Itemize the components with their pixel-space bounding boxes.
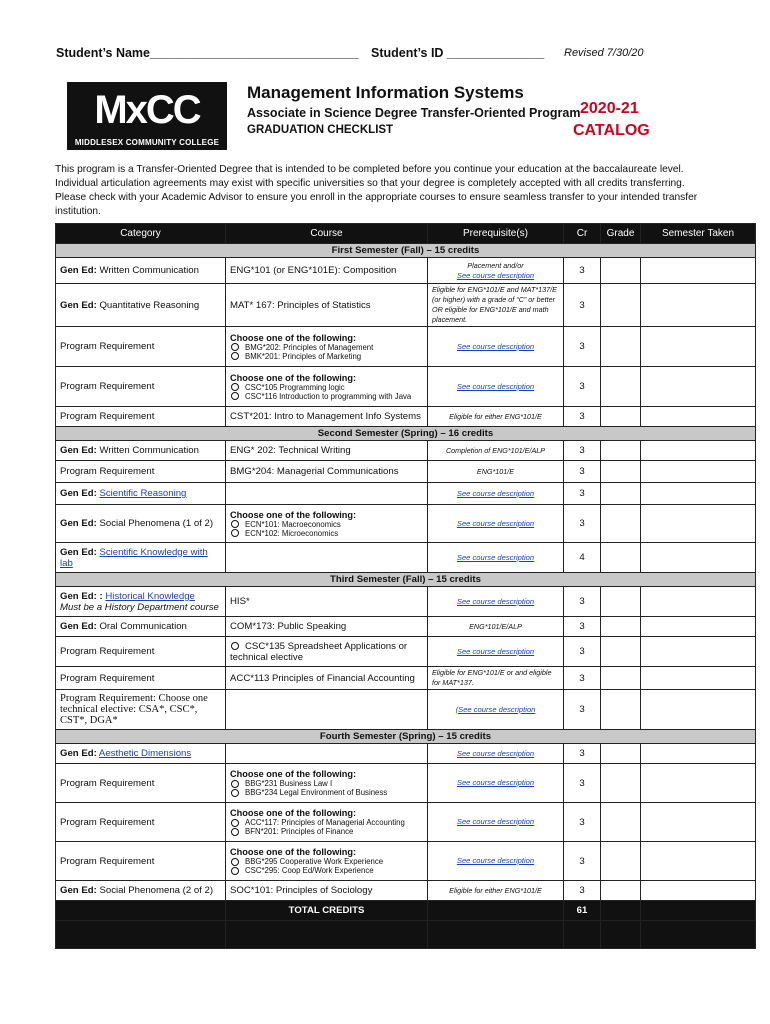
total-blank-cell bbox=[641, 901, 756, 921]
grade-cell[interactable] bbox=[601, 617, 641, 637]
radio-circle-icon[interactable] bbox=[231, 819, 239, 827]
prereq-cell: Eligible for ENG*101/E or and eligible for MAT*137. bbox=[428, 667, 564, 690]
footer-blank-cell bbox=[601, 921, 641, 949]
option-label: CSC*105 Programming logic bbox=[245, 382, 345, 392]
course-option[interactable] bbox=[230, 818, 423, 827]
prereq-cell: ENG*101/E bbox=[428, 461, 564, 483]
col-credits: Cr bbox=[564, 224, 601, 244]
table-row bbox=[56, 407, 756, 427]
credits-cell: 3 bbox=[564, 637, 601, 667]
course-option[interactable] bbox=[230, 343, 423, 352]
choose-one-label: Choose one of the following: bbox=[230, 332, 357, 343]
see-course-description-link[interactable]: See course description bbox=[456, 596, 535, 606]
grade-cell[interactable] bbox=[601, 667, 641, 690]
semester-taken-cell[interactable] bbox=[641, 803, 756, 842]
credits-cell: 3 bbox=[564, 617, 601, 637]
category-text: Social Phenomena (2 of 2) bbox=[99, 885, 214, 896]
grade-cell[interactable] bbox=[601, 461, 641, 483]
course-cell: ACC*113 Principles of Financial Accounting bbox=[226, 667, 428, 690]
radio-circle-icon[interactable] bbox=[231, 352, 239, 360]
see-course-description-link[interactable]: See course description bbox=[456, 270, 535, 280]
credits-cell: 3 bbox=[564, 690, 601, 730]
radio-circle-icon[interactable] bbox=[231, 343, 239, 351]
semester-taken-cell[interactable] bbox=[641, 505, 756, 543]
student-id-field[interactable]: Student’s ID ______________ bbox=[371, 46, 545, 60]
option-label: ECN*102: Microeconomics bbox=[245, 528, 339, 538]
grade-cell[interactable] bbox=[601, 284, 641, 327]
semester-taken-cell[interactable] bbox=[641, 461, 756, 483]
revised-date: Revised 7/30/20 bbox=[564, 47, 644, 59]
semester-taken-cell[interactable] bbox=[641, 543, 756, 573]
credits-cell: 3 bbox=[564, 842, 601, 881]
table-row bbox=[56, 803, 756, 842]
course-option-icon[interactable] bbox=[230, 642, 245, 651]
category-cell: Program Requirement bbox=[56, 327, 226, 367]
table-row bbox=[56, 667, 756, 690]
prereq-cell bbox=[428, 543, 564, 573]
semester-title: Third Semester (Fall) – 15 credits bbox=[56, 573, 756, 587]
course-cell bbox=[226, 842, 428, 881]
gen-ed-label: Gen Ed: bbox=[60, 445, 97, 456]
semester-taken-cell[interactable] bbox=[641, 744, 756, 764]
grade-cell[interactable] bbox=[601, 483, 641, 505]
course-cell bbox=[226, 690, 428, 730]
category-cell: Program Requirement bbox=[56, 667, 226, 690]
course-cell: ENG* 202: Technical Writing bbox=[226, 441, 428, 461]
semester-title: Second Semester (Spring) – 16 credits bbox=[56, 427, 756, 441]
grade-cell[interactable] bbox=[601, 327, 641, 367]
course-option[interactable] bbox=[230, 779, 423, 788]
semester-taken-cell[interactable] bbox=[641, 667, 756, 690]
option-label: CSC*295: Coop Ed/Work Experience bbox=[245, 866, 374, 875]
semester-taken-cell[interactable] bbox=[641, 441, 756, 461]
credits-cell: 3 bbox=[564, 461, 601, 483]
footer-blank-cell bbox=[428, 921, 564, 949]
graduation-checklist-table bbox=[55, 223, 756, 949]
prereq-cell bbox=[428, 764, 564, 803]
choose-one-label: Choose one of the following: bbox=[230, 808, 357, 818]
footer-blank-cell bbox=[641, 921, 756, 949]
grade-cell[interactable] bbox=[601, 367, 641, 407]
logo-mark: MxCC bbox=[94, 88, 200, 132]
gen-ed-label: Gen Ed: bbox=[60, 885, 97, 896]
category-cell bbox=[56, 505, 226, 543]
course-cell bbox=[226, 764, 428, 803]
col-category: Category bbox=[56, 224, 226, 244]
category-text: Quantitative Reasoning bbox=[99, 299, 200, 311]
table-row bbox=[56, 637, 756, 667]
category-cell: Program Requirement bbox=[56, 764, 226, 803]
category-cell bbox=[56, 881, 226, 901]
category-cell bbox=[56, 483, 226, 505]
credits-cell: 3 bbox=[564, 744, 601, 764]
total-blank-cell bbox=[428, 901, 564, 921]
prereq-cell: Eligible for either ENG*101/E bbox=[428, 881, 564, 901]
see-course-description-link[interactable]: See course description bbox=[456, 552, 535, 562]
prereq-cell bbox=[428, 803, 564, 842]
prereq-text: Placement and/or bbox=[467, 260, 524, 270]
semester-taken-cell[interactable] bbox=[641, 284, 756, 327]
prereq-cell bbox=[428, 690, 564, 730]
course-option[interactable] bbox=[230, 827, 423, 836]
table-row bbox=[56, 483, 756, 505]
radio-circle-icon[interactable] bbox=[231, 789, 239, 797]
category-link[interactable]: Aesthetic Dimensions bbox=[98, 748, 192, 759]
option-label: CSC*116 Introduction to programming with Java bbox=[245, 391, 412, 401]
see-course-description-link[interactable]: (See course description bbox=[455, 704, 536, 714]
credits-cell: 3 bbox=[564, 764, 601, 803]
semester-taken-cell[interactable] bbox=[641, 637, 756, 667]
credits-cell: 3 bbox=[564, 803, 601, 842]
semester-title: First Semester (Fall) – 15 credits bbox=[56, 244, 756, 258]
table-row bbox=[56, 441, 756, 461]
grade-cell[interactable] bbox=[601, 407, 641, 427]
semester-taken-cell[interactable] bbox=[641, 327, 756, 367]
table-row bbox=[56, 690, 756, 730]
table-row bbox=[56, 881, 756, 901]
table-row bbox=[56, 587, 756, 617]
see-course-description-link[interactable]: See course description bbox=[456, 488, 535, 498]
grade-cell[interactable] bbox=[601, 690, 641, 730]
credits-cell: 3 bbox=[564, 407, 601, 427]
prereq-cell bbox=[428, 744, 564, 764]
col-prerequisites: Prerequisite(s) bbox=[428, 224, 564, 244]
credits-cell: 4 bbox=[564, 543, 601, 573]
radio-circle-icon[interactable] bbox=[231, 392, 239, 400]
course-cell bbox=[226, 803, 428, 842]
category-link[interactable]: Scientific Reasoning bbox=[99, 488, 187, 499]
radio-circle-icon[interactable] bbox=[231, 520, 239, 528]
gen-ed-label: Gen Ed: bbox=[60, 265, 97, 276]
category-cell: Program Requirement bbox=[56, 637, 226, 667]
course-option[interactable] bbox=[230, 383, 423, 392]
semester-header bbox=[56, 730, 756, 744]
category-text: Written Communication bbox=[99, 445, 199, 456]
semester-taken-cell[interactable] bbox=[641, 690, 756, 730]
prereq-cell: Eligible for ENG*101/E and MAT*137/E (or higher) with a grade of “C” or better OR eligible for ENG*101/E and math placement. bbox=[428, 284, 564, 327]
course-cell bbox=[226, 637, 428, 667]
col-course: Course bbox=[226, 224, 428, 244]
grade-cell[interactable] bbox=[601, 842, 641, 881]
course-cell: BMG*204: Managerial Communications bbox=[226, 461, 428, 483]
table-row bbox=[56, 617, 756, 637]
course-cell: ENG*101 (or ENG*101E): Composition bbox=[226, 258, 428, 284]
grade-cell[interactable] bbox=[601, 505, 641, 543]
gen-ed-label: Gen Ed: bbox=[60, 518, 97, 529]
table-row bbox=[56, 284, 756, 327]
course-option[interactable] bbox=[230, 392, 423, 401]
page-title: Management Information Systems bbox=[247, 83, 524, 102]
total-credits-value: 61 bbox=[564, 901, 601, 921]
semester-taken-cell[interactable] bbox=[641, 258, 756, 284]
prereq-cell bbox=[428, 367, 564, 407]
see-course-description-link[interactable]: See course description bbox=[456, 778, 535, 787]
category-cell: Program Requirement bbox=[56, 407, 226, 427]
course-option[interactable] bbox=[230, 788, 423, 797]
footer-blank-cell bbox=[564, 921, 601, 949]
course-cell bbox=[226, 483, 428, 505]
credits-cell: 3 bbox=[564, 667, 601, 690]
prereq-cell bbox=[428, 587, 564, 617]
gen-ed-label: Gen Ed: bbox=[60, 748, 97, 759]
checklist-label: GRADUATION CHECKLIST bbox=[247, 124, 394, 136]
prereq-cell bbox=[428, 637, 564, 667]
catalog-year: 2020-21 bbox=[580, 100, 639, 117]
course-cell bbox=[226, 367, 428, 407]
intro-paragraph: This program is a Transfer-Oriented Degree that is intended to be completed before you continue your education at the baccalaureate level. Individual articulation agreements may exist with specific universities so that your degree is completely accepted with all credits transferring. Please check with your Academic Advisor to ensure you enroll in the appropriate courses to ensure seamless transfer to your intended transfer institution. bbox=[55, 164, 698, 217]
total-blank-cell bbox=[601, 901, 641, 921]
grade-cell[interactable] bbox=[601, 587, 641, 617]
credits-cell: 3 bbox=[564, 441, 601, 461]
table-row bbox=[56, 461, 756, 483]
gen-ed-label: Gen Ed: bbox=[60, 546, 97, 558]
grade-cell[interactable] bbox=[601, 764, 641, 803]
total-blank-cell bbox=[56, 901, 226, 921]
prereq-cell: Completion of ENG*101/E/ALP bbox=[428, 441, 564, 461]
col-grade: Grade bbox=[601, 224, 641, 244]
radio-circle-icon[interactable] bbox=[231, 858, 239, 866]
prereq-cell bbox=[428, 327, 564, 367]
category-link[interactable]: Historical Knowledge bbox=[105, 590, 195, 602]
option-label: BMG*202: Principles of Management bbox=[245, 342, 374, 352]
course-cell bbox=[226, 543, 428, 573]
footer-blank-row bbox=[56, 921, 756, 949]
table-row bbox=[56, 367, 756, 407]
see-course-description-link[interactable]: See course description bbox=[456, 518, 535, 528]
semester-taken-cell[interactable] bbox=[641, 764, 756, 803]
credits-cell: 3 bbox=[564, 258, 601, 284]
catalog-label: CATALOG bbox=[573, 122, 650, 139]
table-row bbox=[56, 543, 756, 573]
course-option[interactable] bbox=[230, 866, 423, 875]
category-cell bbox=[56, 744, 226, 764]
radio-circle-icon[interactable] bbox=[231, 529, 239, 537]
choose-one-label: Choose one of the following: bbox=[230, 372, 357, 383]
see-course-description-link[interactable]: See course description bbox=[456, 381, 535, 391]
category-cell: Program Requirement bbox=[56, 367, 226, 407]
category-cell bbox=[56, 441, 226, 461]
option-label: BMK*201: Principles of Marketing bbox=[245, 351, 362, 361]
option-label: BBG*231 Business Law I bbox=[245, 779, 333, 788]
semester-taken-cell[interactable] bbox=[641, 407, 756, 427]
see-course-description-link[interactable]: See course description bbox=[456, 817, 535, 826]
option-label: BBG*234 Legal Environment of Business bbox=[245, 788, 388, 797]
course-cell: MAT* 167: Principles of Statistics bbox=[226, 284, 428, 327]
course-cell: SOC*101: Principles of Sociology bbox=[226, 881, 428, 901]
grade-cell[interactable] bbox=[601, 637, 641, 667]
prereq-cell bbox=[428, 842, 564, 881]
course-cell bbox=[226, 744, 428, 764]
gen-ed-label: Gen Ed: : bbox=[60, 590, 103, 602]
credits-cell: 3 bbox=[564, 505, 601, 543]
credits-cell: 3 bbox=[564, 284, 601, 327]
semester-title: Fourth Semester (Spring) – 15 credits bbox=[56, 730, 756, 744]
prereq-cell: ENG*101/E/ALP bbox=[428, 617, 564, 637]
course-cell: COM*173: Public Speaking bbox=[226, 617, 428, 637]
category-link[interactable]: Scientific Knowledge with lab bbox=[60, 546, 208, 569]
choose-one-label: Choose one of the following: bbox=[230, 509, 357, 520]
radio-circle-icon[interactable] bbox=[231, 828, 239, 836]
option-label: ACC*117: Principles of Managerial Accounting bbox=[245, 818, 405, 827]
radio-circle-icon[interactable] bbox=[231, 780, 239, 788]
choose-one-label: Choose one of the following: bbox=[230, 769, 357, 779]
grade-cell[interactable] bbox=[601, 258, 641, 284]
semester-header bbox=[56, 244, 756, 258]
credits-cell: 3 bbox=[564, 483, 601, 505]
total-credits-label: TOTAL CREDITS bbox=[226, 901, 428, 921]
gen-ed-label: Gen Ed: bbox=[60, 488, 97, 499]
prereq-cell bbox=[428, 505, 564, 543]
logo-college-name: MIDDLESEX COMMUNITY COLLEGE bbox=[74, 138, 220, 147]
radio-circle-icon[interactable] bbox=[231, 383, 239, 391]
college-logo bbox=[67, 82, 227, 150]
course-option[interactable] bbox=[230, 529, 423, 538]
category-cell: Program Requirement bbox=[56, 842, 226, 881]
see-course-description-link[interactable]: See course description bbox=[456, 856, 535, 865]
semester-taken-cell[interactable] bbox=[641, 367, 756, 407]
course-cell: CST*201: Intro to Management Info Systems bbox=[226, 407, 428, 427]
course-cell bbox=[226, 327, 428, 367]
choose-one-label: Choose one of the following: bbox=[230, 847, 357, 857]
gen-ed-label: Gen Ed: bbox=[60, 621, 97, 632]
option-label: BFN*201: Principles of Finance bbox=[245, 827, 354, 836]
student-name-field[interactable]: Student’s Name______________________________ bbox=[56, 46, 359, 60]
category-text: Social Phenomena (1 of 2) bbox=[99, 518, 214, 529]
radio-circle-icon[interactable] bbox=[231, 642, 239, 650]
prereq-cell bbox=[428, 258, 564, 284]
col-semester-taken: Semester Taken bbox=[641, 224, 756, 244]
table-row bbox=[56, 744, 756, 764]
course-cell bbox=[226, 505, 428, 543]
footer-blank-cell bbox=[226, 921, 428, 949]
gen-ed-label: Gen Ed: bbox=[60, 299, 97, 311]
credits-cell: 3 bbox=[564, 327, 601, 367]
course-text: CSC*135 Spreadsheet Applications or technical elective bbox=[230, 640, 408, 663]
table-row bbox=[56, 842, 756, 881]
table-header-row bbox=[56, 224, 756, 244]
table-row bbox=[56, 327, 756, 367]
grade-cell[interactable] bbox=[601, 543, 641, 573]
semester-header bbox=[56, 427, 756, 441]
credits-cell: 3 bbox=[564, 881, 601, 901]
radio-circle-icon[interactable] bbox=[231, 867, 239, 875]
course-option[interactable] bbox=[230, 520, 423, 529]
grade-cell[interactable] bbox=[601, 441, 641, 461]
student-header bbox=[56, 46, 656, 60]
semester-header bbox=[56, 573, 756, 587]
option-label: BBG*295 Cooperative Work Experience bbox=[245, 857, 384, 866]
semester-taken-cell[interactable] bbox=[641, 881, 756, 901]
table-row bbox=[56, 258, 756, 284]
grade-cell[interactable] bbox=[601, 744, 641, 764]
see-course-description-link[interactable]: See course description bbox=[456, 341, 535, 351]
grade-cell[interactable] bbox=[601, 803, 641, 842]
category-text: Written Communication bbox=[99, 265, 199, 276]
category-cell bbox=[56, 543, 226, 573]
course-option[interactable] bbox=[230, 857, 423, 866]
table-row bbox=[56, 505, 756, 543]
semester-taken-cell[interactable] bbox=[641, 617, 756, 637]
grade-cell[interactable] bbox=[601, 881, 641, 901]
total-credits-row bbox=[56, 901, 756, 921]
category-note: Must be a History Department course bbox=[60, 601, 219, 613]
category-cell bbox=[56, 258, 226, 284]
see-course-description-link[interactable]: See course description bbox=[456, 646, 535, 656]
credits-cell: 3 bbox=[564, 367, 601, 407]
course-cell: HIS* bbox=[226, 587, 428, 617]
category-cell bbox=[56, 617, 226, 637]
option-label: ECN*101: Macroeconomics bbox=[245, 519, 341, 529]
credits-cell: 3 bbox=[564, 587, 601, 617]
category-text: Oral Communication bbox=[99, 621, 187, 632]
category-cell: Program Requirement bbox=[56, 803, 226, 842]
semester-taken-cell[interactable] bbox=[641, 842, 756, 881]
footer-blank-cell bbox=[56, 921, 226, 949]
category-cell bbox=[56, 284, 226, 327]
semester-taken-cell[interactable] bbox=[641, 587, 756, 617]
course-option[interactable] bbox=[230, 352, 423, 361]
table-row bbox=[56, 764, 756, 803]
category-cell: Program Requirement: Choose one technical elective: CSA*, CSC*, CST*, DGA* bbox=[56, 690, 226, 730]
program-name: Associate in Science Degree Transfer-Oriented Program bbox=[247, 106, 581, 120]
prereq-cell bbox=[428, 483, 564, 505]
see-course-description-link[interactable]: See course description bbox=[456, 748, 535, 758]
category-cell: Program Requirement bbox=[56, 461, 226, 483]
prereq-cell: Eligible for either ENG*101/E bbox=[428, 407, 564, 427]
category-cell bbox=[56, 587, 226, 617]
semester-taken-cell[interactable] bbox=[641, 483, 756, 505]
